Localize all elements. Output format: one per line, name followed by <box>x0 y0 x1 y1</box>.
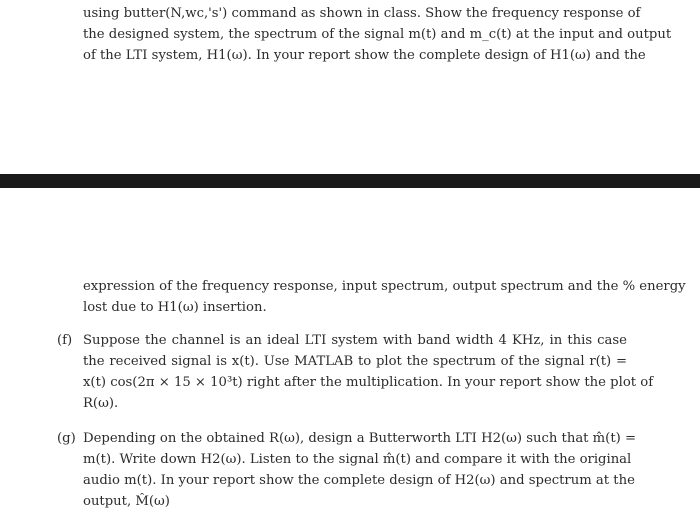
item-g-label: (g) <box>57 431 76 446</box>
item-f-line-4: R(ω). <box>83 396 119 411</box>
top-line-1: using butter(N,wc,'s') command as shown in class. Show the frequency response of <box>83 6 641 21</box>
item-f-line-3: x(t) cos(2π × 15 × 10³t) right after the multiplication. In your report show the plot of <box>83 375 654 390</box>
top-paragraph <box>83 3 672 66</box>
item-g-line-3: audio m(t). In your report show the complete design of H2(ω) and spectrum at the <box>83 473 635 488</box>
item-g-line-1: Depending on the obtained R(ω), design a Butterworth LTI H2(ω) such that m̂(t) = <box>83 431 637 446</box>
continued-paragraph <box>83 276 686 318</box>
page-separator-bar <box>0 174 700 188</box>
item-f-line-2: the received signal is x(t). Use MATLAB to plot the spectrum of the signal r(t) = <box>83 354 627 369</box>
continued-line-1: expression of the frequency response, input spectrum, output spectrum and the % energy <box>83 279 686 294</box>
item-g-line-4: output, M̂(ω) <box>83 494 170 509</box>
item-f-line-1: Suppose the channel is an ideal LTI system with band width 4 KHz, in this case <box>83 333 627 348</box>
top-line-3: of the LTI system, H1(ω). In your report show the complete design of H1(ω) and the <box>83 48 646 63</box>
continued-line-2: lost due to H1(ω) insertion. <box>83 300 267 315</box>
item-f-paragraph <box>83 330 654 414</box>
item-g-line-2: m(t). Write down H2(ω). Listen to the signal m̂(t) and compare it with the original <box>83 452 632 467</box>
item-g-paragraph <box>83 428 637 512</box>
top-line-2: the designed system, the spectrum of the signal m(t) and m_c(t) at the input and output <box>83 27 672 42</box>
item-f-label: (f) <box>57 333 73 348</box>
